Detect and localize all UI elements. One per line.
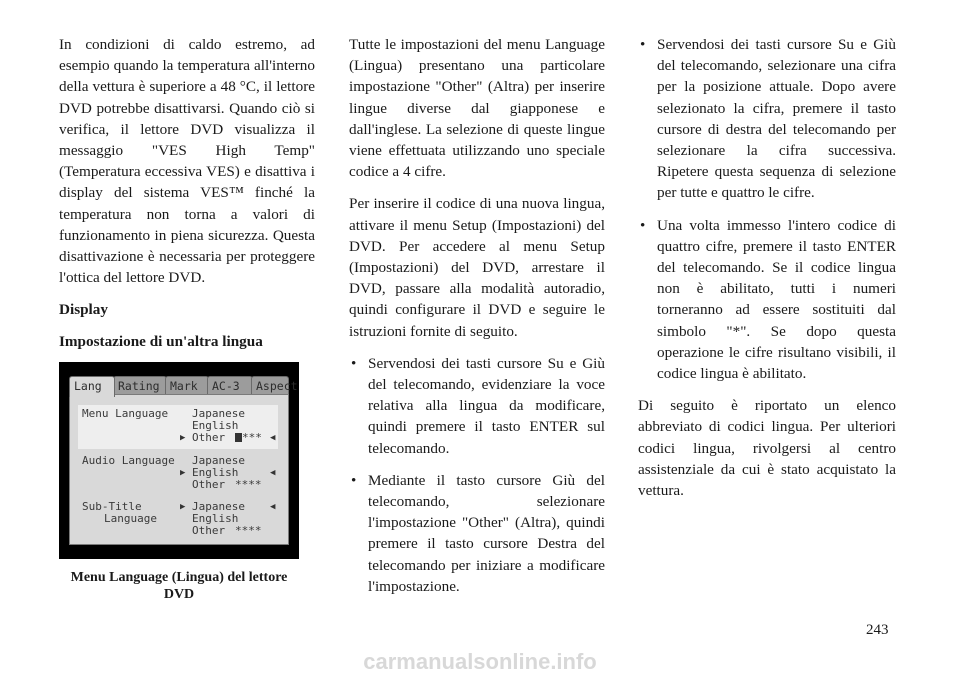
- arrow-left-icon: ◀: [270, 501, 276, 512]
- menu-language-label: Menu Language: [82, 406, 169, 420]
- dvd-menu-screenshot: [59, 362, 299, 559]
- arrow-left-icon: ◀: [270, 467, 276, 478]
- subtitle-english: English: [192, 511, 239, 525]
- arrow-right-icon: ▶: [180, 432, 186, 443]
- list-item: • Servendosi dei tasti cursore Su e Giù del telecomando, evidenziare la voce relativa alla lingua da modificare, quindi premere il tasto ENTER sul telecomando.: [349, 353, 605, 459]
- tab-mark: Mark: [165, 376, 209, 395]
- watermark: carmanualsonline.info: [363, 649, 597, 674]
- tab-aspect: Aspect: [251, 376, 289, 395]
- audio-language-other: Other: [192, 477, 226, 491]
- subtitle-label: Sub-Title: [82, 499, 142, 513]
- column-middle: [349, 34, 605, 608]
- menu-tabs: [69, 376, 298, 395]
- tab-ac3: AC-3: [207, 376, 253, 395]
- paragraph-other-setting: Tutte le impostazioni del menu Language (Lingua) presentano una particolare impostazione "Other" (Altra) per inserire lingue diverse dal giapponese e dall'inglese. La selezione di queste lingue viene effettuata utilizzando uno speciale codice a 4 cifre.: [349, 36, 605, 181]
- menu-panel: [69, 394, 289, 545]
- subtitle-other: Other: [192, 523, 226, 537]
- list-item: • Servendosi dei tasti cursore Su e Giù del telecomando, selezionare una cifra per la posizione attuale. Dopo avere selezionato la cifra, premere il tasto cursore di destra del telecomando per selezionare la cifra successiva. Ripetere questa sequenza di selezione per tutte e quattro le cifre.: [638, 34, 896, 204]
- list-item: • Una volta immesso l'intero codice di quattro cifre, premere il tasto ENTER del telecomando. Se il codice lingua non è abilitato, tutti i numeri torneranno ad essere sostituiti dal simbolo "*". Se dopo questa operazione le cifre risultano visibili, il codice lingua è abilitato.: [638, 215, 896, 385]
- menu-language-other: Other: [192, 430, 226, 444]
- audio-language-japanese: Japanese: [192, 453, 245, 467]
- tab-lang: Lang: [69, 376, 115, 397]
- page-number: 243: [866, 622, 889, 638]
- heading-other-language: Impostazione di un'altra lingua: [59, 332, 263, 350]
- tab-rating: Rating: [113, 376, 167, 395]
- list-item: • Mediante il tasto cursore Giù del telecomando, selezionare l'impostazione "Other" (Altra), quindi premere il tasto cursore Destra del telecomando per iniziare a modificare l'impostazione.: [349, 470, 605, 597]
- arrow-left-icon: ◀: [270, 432, 276, 443]
- figure-caption: Menu Language (Lingua) del lettore DVD: [70, 569, 288, 602]
- paragraph-enter-code: Per inserire il codice di una nuova lingua, attivare il menu Setup (Impostazioni) del DVD. Per accedere al menu Setup (Impostazioni) del DVD, arrestare il DVD, passare alla modalità autoradio, quindi configurare il DVD e seguire le istruzioni fornite di seguito.: [349, 195, 605, 340]
- column-right: [638, 34, 896, 512]
- menu-language-english: English: [192, 418, 239, 432]
- paragraph-heat-warning: In condizioni di caldo estremo, ad esempio quando la temperatura all'interno della vettura è superiore a 48 °C, il lettore DVD potrebbe disattivarsi. Quando ciò si verifica, il lettore DVD visualizza il messaggio "VES High Temp" (Temperatura eccessiva VES) e disattiva i display del sistema VES™ finché la temperatura non torna a valori di funzionamento in piena sicurezza. Questa disattivazione è necessaria per proteggere l'ottica del lettore DVD.: [59, 36, 315, 287]
- menu-language-japanese: Japanese: [192, 406, 245, 420]
- instruction-list: [349, 353, 605, 597]
- paragraph-language-codes: Di seguito è riportato un elenco abbreviato di codici lingua. Per ulteriori codici lingua, rivolgersi al centro assistenziale da cui è stato acquistato la vettura.: [638, 397, 896, 500]
- cursor-block-icon: [235, 433, 242, 442]
- audio-language-label: Audio Language: [82, 453, 175, 467]
- audio-language-code: ****: [235, 477, 262, 491]
- arrow-right-icon: ▶: [180, 501, 186, 512]
- menu-language-code: ***: [235, 432, 262, 444]
- instruction-list-continued: [638, 34, 896, 384]
- subtitle-japanese: Japanese: [192, 499, 245, 513]
- audio-language-english: English: [192, 465, 239, 479]
- column-left: [59, 34, 315, 603]
- subtitle-code: ****: [235, 523, 262, 537]
- subtitle-language-label: Language: [104, 511, 157, 525]
- arrow-right-icon: ▶: [180, 467, 186, 478]
- heading-display: Display: [59, 301, 108, 319]
